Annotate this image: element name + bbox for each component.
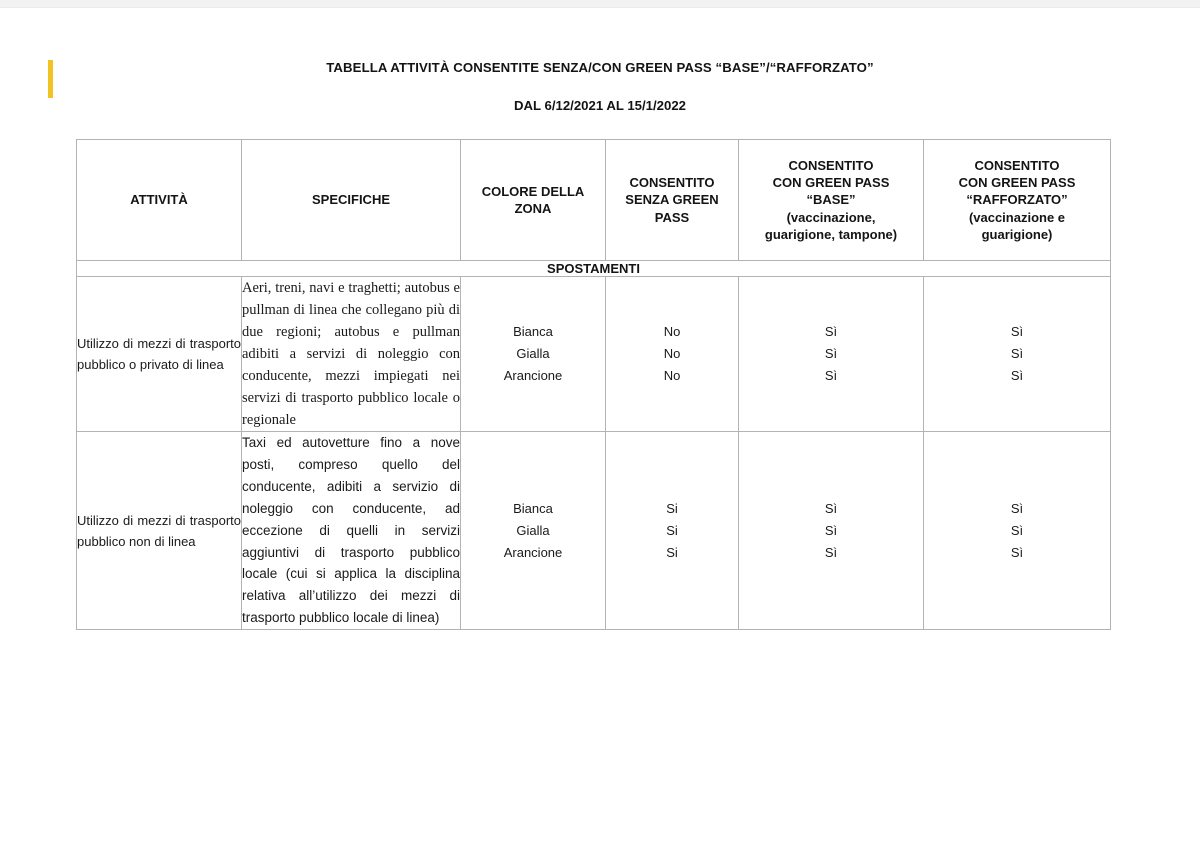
table-row — [77, 432, 1111, 630]
answer-value: Sì — [1010, 522, 1024, 538]
answer-value: Sì — [824, 368, 838, 384]
answer-value: Si — [666, 522, 678, 538]
activity-table-container — [76, 139, 1110, 630]
column-header-specifiche — [242, 140, 461, 261]
header-line: guarigione, tampone) — [764, 226, 898, 242]
column-header-green-pass-base — [739, 140, 924, 261]
column-header-senza-green-pass — [606, 140, 739, 261]
header-line: CON GREEN PASS — [772, 175, 890, 191]
cell-senza-green-pass — [606, 277, 739, 432]
header-line: “BASE” — [806, 192, 856, 208]
header-line: (vaccinazione, — [786, 209, 876, 225]
answer-value: Si — [666, 544, 678, 560]
answer-value: Sì — [1010, 544, 1024, 560]
zone-value: Bianca — [513, 324, 553, 340]
header-line: SENZA GREEN — [625, 192, 719, 208]
header-line: CONSENTITO — [974, 157, 1060, 173]
cell-green-pass-base — [739, 277, 924, 432]
zone-value: Gialla — [516, 346, 550, 362]
answer-value: Sì — [1010, 324, 1024, 340]
answer-value: Sì — [1010, 346, 1024, 362]
cell-colore-zona — [461, 277, 606, 432]
answer-value: Sì — [824, 346, 838, 362]
header-line: CONSENTITO — [788, 157, 874, 173]
document-heading-block — [0, 60, 1200, 114]
table-row — [77, 277, 1111, 432]
zone-value: Arancione — [503, 544, 563, 560]
header-line: (vaccinazione e — [968, 209, 1066, 225]
header-line: CON GREEN PASS — [958, 175, 1076, 191]
activity-table — [76, 139, 1111, 630]
answer-value: No — [663, 368, 681, 384]
answer-value: Sì — [824, 324, 838, 340]
zone-value: Arancione — [503, 368, 563, 384]
cell-green-pass-rafforzato — [924, 277, 1111, 432]
header-line: SPECIFICHE — [311, 192, 390, 208]
answer-value: Sì — [824, 544, 838, 560]
table-section-row-spostamenti — [77, 261, 1111, 277]
page-title: TABELLA ATTIVITÀ CONSENTITE SENZA/CON GREEN PASS “BASE”/“RAFFORZATO” — [326, 60, 874, 75]
page-subtitle-date-range: DAL 6/12/2021 AL 15/1/2022 — [513, 97, 687, 113]
section-label-spostamenti: SPOSTAMENTI — [77, 261, 1111, 277]
zone-value: Bianca — [513, 500, 553, 516]
column-header-green-pass-rafforzato — [924, 140, 1111, 261]
header-line: ATTIVITÀ — [130, 192, 188, 208]
answer-value: Sì — [1010, 368, 1024, 384]
cell-green-pass-rafforzato — [924, 432, 1111, 630]
table-header-row — [77, 140, 1111, 261]
header-line: PASS — [654, 209, 690, 225]
header-line: COLORE DELLA — [481, 183, 585, 199]
answer-value: Sì — [1010, 500, 1024, 516]
revision-change-bar — [48, 60, 53, 98]
cell-specifiche: Taxi ed autovetture fino a nove posti, compreso quello del conducente, adibiti a servizio di noleggio con conducente, ad eccezione di quelli in servizi aggiuntivi di trasporto pubblico locale (cui si applica la disciplina relativa all’utilizzo dei mezzi di trasporto pubblico locale di linea) — [242, 432, 461, 630]
cell-senza-green-pass — [606, 432, 739, 630]
cell-specifiche: Aeri, treni, navi e traghetti; autobus e pullman di linea che collegano più di due regioni; autobus e pullman adibiti a servizi di noleggio con conducente, mezzi impiegati nei servizi di trasporto pubblico locale o regionale — [242, 277, 461, 432]
column-header-colore-della-zona — [461, 140, 606, 261]
answer-value: Sì — [824, 500, 838, 516]
header-line: CONSENTITO — [629, 175, 715, 191]
zone-value: Gialla — [516, 522, 550, 538]
answer-value: Sì — [824, 522, 838, 538]
header-line: guarigione) — [981, 226, 1053, 242]
cell-attivita: Utilizzo di mezzi di trasporto pubblico non di linea — [77, 432, 242, 630]
cell-colore-zona — [461, 432, 606, 630]
header-line: ZONA — [514, 201, 552, 216]
column-header-attivita — [77, 140, 242, 261]
cell-green-pass-base — [739, 432, 924, 630]
answer-value: No — [663, 346, 681, 362]
answer-value: No — [663, 324, 681, 340]
answer-value: Si — [666, 500, 678, 516]
header-line: “RAFFORZATO” — [966, 192, 1068, 208]
cell-attivita: Utilizzo di mezzi di trasporto pubblico o privato di linea — [77, 277, 242, 432]
